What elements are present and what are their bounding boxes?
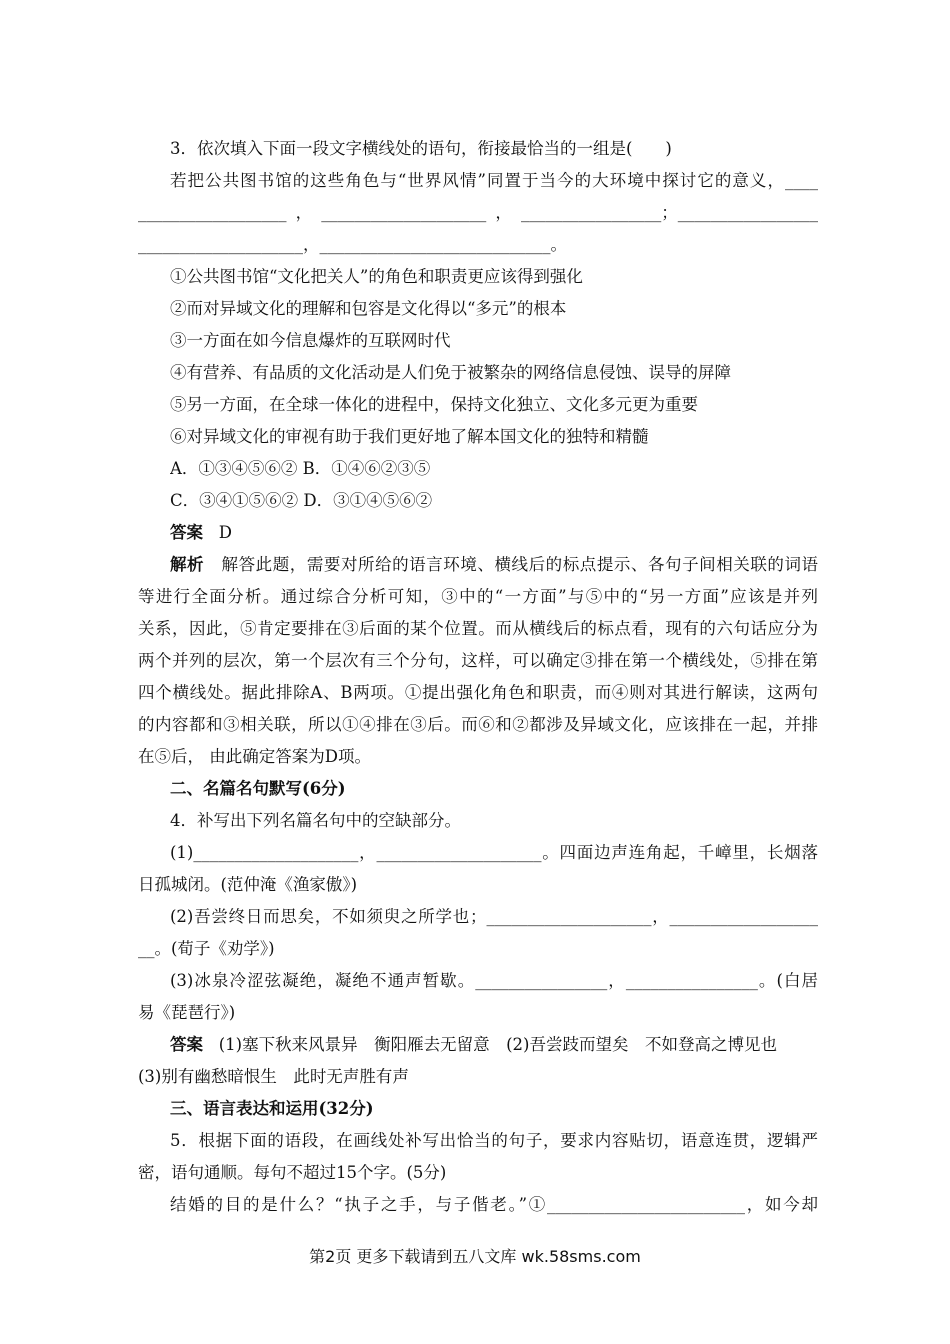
- q3-choices-cd: C．③④①⑤⑥② D．③①④⑤⑥②: [170, 491, 433, 510]
- q3-option-6: ⑥对异域文化的审视有助于我们更好地了解本国文化的独特和精髓: [170, 427, 649, 446]
- q5-line-1: 5．根据下面的语段，在画线处补写出恰当的句子，要求内容贴切，语意连贯，逻辑严: [170, 1131, 818, 1150]
- q3-choices-ab: A．①③④⑤⑥② B．①④⑥②③⑤: [170, 459, 431, 478]
- q3-analysis-line-6: 的内容都和③相关联，所以①④排在③后。而⑥和②都涉及异域文化，应该排在一起，并排: [138, 715, 818, 734]
- q3-paragraph-line-2: __________________，____________________，_________________；_________________: [138, 203, 818, 222]
- q4-1-line-2: 日孤城闭。(范仲淹《渔家傲》): [138, 875, 358, 894]
- answer-text: (1)塞下秋来风景异 衡阳雁去无留意 (2)吾尝跂而望矣 不如登高之博见也: [218, 1035, 777, 1054]
- q4-2-line-2: __。(荀子《劝学》): [138, 939, 275, 958]
- q3-option-1: ①公共图书馆“文化把关人”的角色和职责更应该得到强化: [170, 267, 583, 286]
- section-3-heading: 三、语言表达和运用(32分): [170, 1099, 374, 1118]
- answer-label: 答案: [170, 523, 203, 542]
- q3-option-3: ③一方面在如今信息爆炸的互联网时代: [170, 331, 451, 350]
- analysis-text: 解答此题，需要对所给的语言环境、横线后的标点提示、各句子间相关联的词语: [221, 555, 818, 574]
- q4-3-line-2: 易《琵琶行》): [138, 1003, 236, 1022]
- q3-analysis-line-4: 两个并列的层次，第一个层次有三个分句，这样，可以确定③排在第一个横线处，⑤排在第: [138, 651, 818, 670]
- q3-paragraph-line-1: 若把公共图书馆的这些角色与“世界风情”同置于当今的大环境中探讨它的意义，____: [170, 171, 818, 190]
- q3-analysis-line-3: 关系，因此，⑤肯定要排在③后面的某个位置。而从横线后的标点看，现有的六句话应分为: [138, 619, 818, 638]
- q3-analysis-line-5: 四个横线处。据此排除A、B两项。①提出强化角色和职责，而④则对其进行解读，这两句: [138, 683, 818, 702]
- q3-option-4: ④有营养、有品质的文化活动是人们免于被繁杂的网络信息侵蚀、误导的屏障: [170, 363, 731, 382]
- answer-value: D: [218, 523, 232, 542]
- q3-answer: [170, 522, 818, 544]
- page-footer: 第2页 更多下载请到五八文库 wk.58sms.com: [309, 1247, 641, 1266]
- q3-option-2: ②而对异域文化的理解和包容是文化得以“多元”的根本: [170, 299, 567, 318]
- q4-answer-line-1: [170, 1034, 818, 1056]
- q3-analysis-line-7: 在⑤后， 由此确定答案为D项。: [138, 747, 371, 766]
- q5-line-2: 密，语句通顺。每句不超过15个字。(5分): [138, 1163, 447, 1182]
- q4-answer-line-2: (3)别有幽愁暗恨生 此时无声胜有声: [138, 1067, 409, 1086]
- q4-3-line-1: (3)冰泉冷涩弦凝绝，凝绝不通声暂歇。________________，________________。(白居: [170, 971, 818, 990]
- q4-2-line-1: (2)吾尝终日而思矣，不如须臾之所学也；____________________，__________________: [170, 907, 818, 926]
- q4-1-line-1: (1)____________________，____________________。四面边声连角起，千嶂里，长烟落: [170, 843, 818, 862]
- analysis-label: 解析: [170, 555, 205, 574]
- q3-analysis-line-1: [170, 554, 818, 576]
- q4-stem: 4．补写出下列名篇名句中的空缺部分。: [170, 811, 461, 830]
- answer-label: 答案: [170, 1035, 203, 1054]
- q3-paragraph-line-3: ____________________，____________________________。: [138, 235, 567, 254]
- q5-line-3: 结婚的目的是什么？“执子之手，与子偕老。”①________________________，如今却: [170, 1195, 818, 1214]
- section-2-heading: 二、名篇名句默写(6分): [170, 779, 346, 798]
- q3-option-5: ⑤另一方面，在全球一体化的进程中，保持文化独立、文化多元更为重要: [170, 395, 698, 414]
- q3-analysis-line-2: 等进行全面分析。通过综合分析可知，③中的“一方面”与⑤中的“另一方面”应该是并列: [138, 587, 818, 606]
- q3-stem: 3．依次填入下面一段文字横线处的语句，衔接最恰当的一组是( ): [170, 139, 672, 158]
